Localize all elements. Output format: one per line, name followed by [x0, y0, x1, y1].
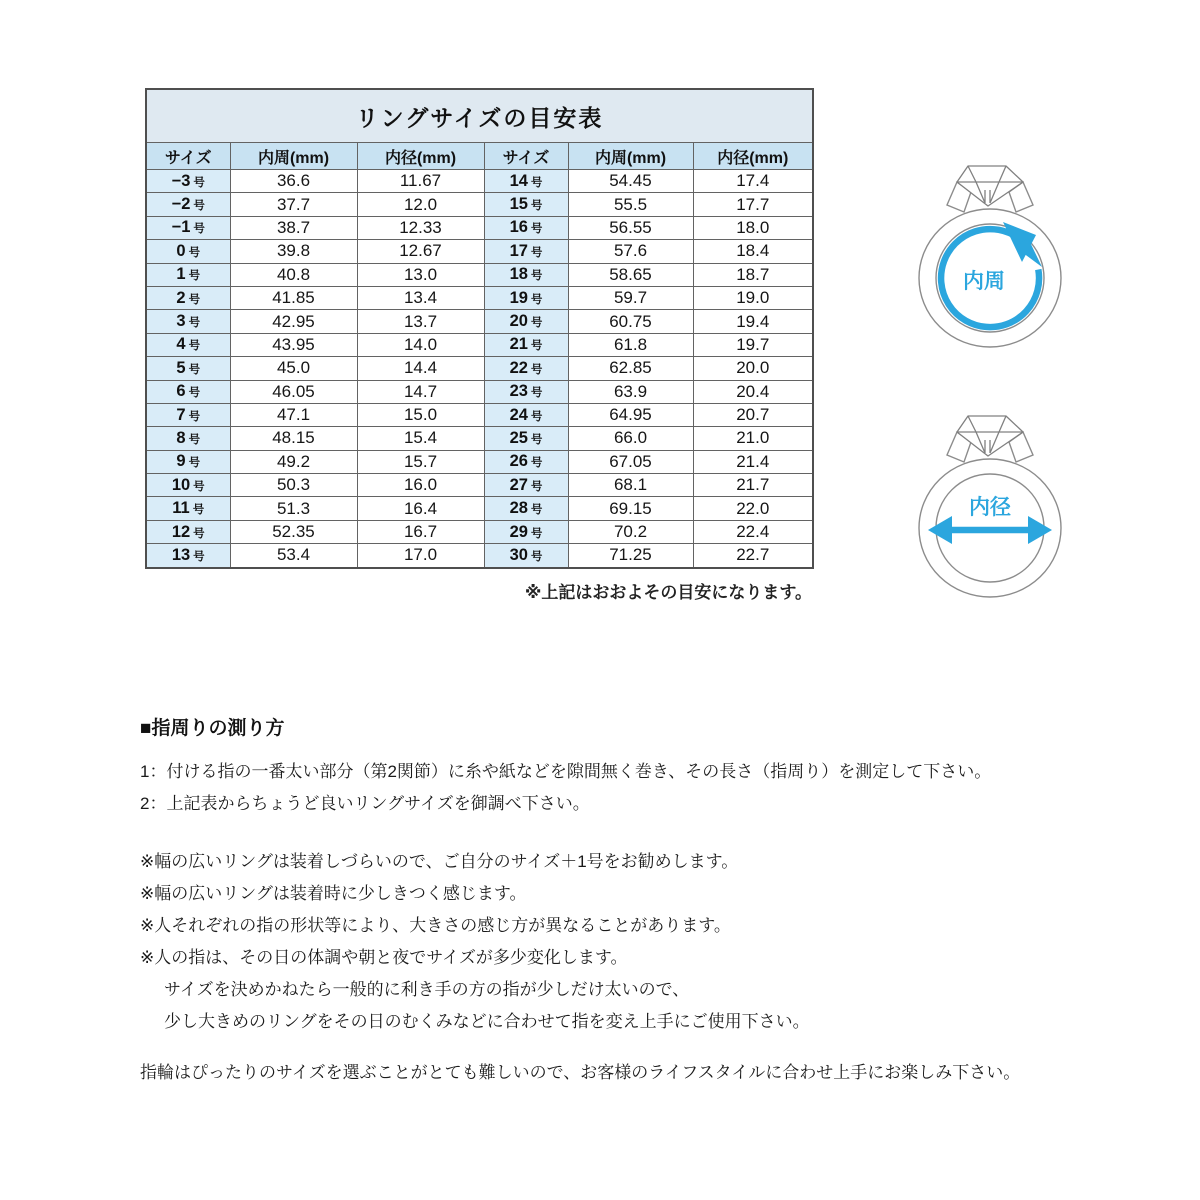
value-cell: 22.0: [693, 497, 813, 520]
instruction-line: ※幅の広いリングは装着時に少しきつく感じます。: [140, 884, 527, 903]
ring-size-table-body: [146, 170, 813, 568]
size-cell: 5 号: [146, 357, 230, 380]
value-cell: 51.3: [230, 497, 357, 520]
table-header-row: [146, 143, 813, 170]
value-cell: 71.25: [568, 544, 693, 568]
value-cell: 43.95: [230, 333, 357, 356]
value-cell: 66.0: [568, 427, 693, 450]
value-cell: 52.35: [230, 520, 357, 543]
value-cell: 11.67: [357, 170, 484, 193]
table-row: [146, 450, 813, 473]
value-cell: 21.4: [693, 450, 813, 473]
size-cell: 25 号: [484, 427, 568, 450]
value-cell: 39.8: [230, 240, 357, 263]
value-cell: 12.33: [357, 216, 484, 239]
value-cell: 20.0: [693, 357, 813, 380]
size-cell: 3 号: [146, 310, 230, 333]
value-cell: 70.2: [568, 520, 693, 543]
inner-diameter-label: 内径: [969, 496, 1011, 519]
size-cell: 4 号: [146, 333, 230, 356]
closing-note: 指輪はぴったりのサイズを選ぶことがとても難しいので、お客様のライフスタイルに合わせ上手にお楽しみ下さい。: [140, 1063, 1021, 1082]
column-header-size: サイズ: [146, 143, 230, 170]
value-cell: 13.7: [357, 310, 484, 333]
instruction-line: ※人の指は、その日の体調や朝と夜でサイズが多少変化します。: [140, 948, 628, 967]
approximate-note: ※上記はおおよその目安になります。: [524, 582, 812, 602]
value-cell: 53.4: [230, 544, 357, 568]
size-cell: 16 号: [484, 216, 568, 239]
ring-size-table-section: [145, 88, 812, 603]
size-cell: 0 号: [146, 240, 230, 263]
table-row: [146, 240, 813, 263]
size-cell: 12 号: [146, 520, 230, 543]
inner-circumference-label: 内周: [963, 270, 1005, 293]
value-cell: 49.2: [230, 450, 357, 473]
size-cell: 2 号: [146, 286, 230, 309]
value-cell: 69.15: [568, 497, 693, 520]
size-cell: 30 号: [484, 544, 568, 568]
value-cell: 47.1: [230, 403, 357, 426]
value-cell: 58.65: [568, 263, 693, 286]
measuring-instructions: [140, 713, 1130, 1038]
size-cell: 27 号: [484, 474, 568, 497]
value-cell: 21.7: [693, 474, 813, 497]
table-row: [146, 474, 813, 497]
size-cell: −3 号: [146, 170, 230, 193]
value-cell: 67.05: [568, 450, 693, 473]
value-cell: 19.0: [693, 286, 813, 309]
size-cell: 15 号: [484, 193, 568, 216]
value-cell: 15.4: [357, 427, 484, 450]
column-header: 内周(mm): [230, 143, 357, 170]
value-cell: 64.95: [568, 403, 693, 426]
value-cell: 14.7: [357, 380, 484, 403]
table-row: [146, 170, 813, 193]
value-cell: 16.0: [357, 474, 484, 497]
column-header: 内径(mm): [693, 143, 813, 170]
inner-circumference-illustration: [900, 148, 1080, 353]
value-cell: 22.7: [693, 544, 813, 568]
size-cell: 10 号: [146, 474, 230, 497]
size-cell: 13 号: [146, 544, 230, 568]
table-row: [146, 263, 813, 286]
value-cell: 56.55: [568, 216, 693, 239]
table-row: [146, 310, 813, 333]
value-cell: 16.4: [357, 497, 484, 520]
value-cell: 13.0: [357, 263, 484, 286]
value-cell: 12.67: [357, 240, 484, 263]
table-row: [146, 357, 813, 380]
value-cell: 59.7: [568, 286, 693, 309]
value-cell: 38.7: [230, 216, 357, 239]
size-cell: −2 号: [146, 193, 230, 216]
value-cell: 20.7: [693, 403, 813, 426]
table-title: リングサイズの目安表: [146, 89, 813, 143]
instruction-line: サイズを決めかねたら一般的に利き手の方の指が少しだけ太いので、: [164, 980, 690, 999]
value-cell: 14.0: [357, 333, 484, 356]
value-cell: 18.0: [693, 216, 813, 239]
value-cell: 60.75: [568, 310, 693, 333]
table-row: [146, 544, 813, 568]
value-cell: 68.1: [568, 474, 693, 497]
table-row: [146, 193, 813, 216]
value-cell: 40.8: [230, 263, 357, 286]
value-cell: 18.4: [693, 240, 813, 263]
size-cell: 26 号: [484, 450, 568, 473]
value-cell: 54.45: [568, 170, 693, 193]
size-cell: 23 号: [484, 380, 568, 403]
size-cell: 11 号: [146, 497, 230, 520]
size-cell: 20 号: [484, 310, 568, 333]
size-cell: 9 号: [146, 450, 230, 473]
table-row: [146, 427, 813, 450]
column-header-size: サイズ: [484, 143, 568, 170]
ring-size-table: [145, 88, 814, 569]
size-cell: 7 号: [146, 403, 230, 426]
size-cell: 1 号: [146, 263, 230, 286]
table-row: [146, 286, 813, 309]
inner-diameter-illustration: [900, 398, 1080, 603]
instruction-line: ※幅の広いリングは装着しづらいので、ご自分のサイズ＋1号をお勧めします。: [140, 852, 739, 871]
table-row: [146, 403, 813, 426]
value-cell: 37.7: [230, 193, 357, 216]
value-cell: 55.5: [568, 193, 693, 216]
measure-steps: [140, 756, 1130, 820]
size-cell: 18 号: [484, 263, 568, 286]
size-cell: 24 号: [484, 403, 568, 426]
size-cell: 8 号: [146, 427, 230, 450]
value-cell: 42.95: [230, 310, 357, 333]
value-cell: 46.05: [230, 380, 357, 403]
column-header: 内周(mm): [568, 143, 693, 170]
size-cell: 21 号: [484, 333, 568, 356]
instruction-line: 少し大きめのリングをその日のむくみなどに合わせて指を変え上手にご使用下さい。: [164, 1012, 810, 1031]
value-cell: 15.0: [357, 403, 484, 426]
size-cell: −1 号: [146, 216, 230, 239]
measuring-heading: ■指周りの測り方: [140, 718, 285, 739]
size-cell: 6 号: [146, 380, 230, 403]
table-row: [146, 497, 813, 520]
value-cell: 62.85: [568, 357, 693, 380]
value-cell: 63.9: [568, 380, 693, 403]
value-cell: 16.7: [357, 520, 484, 543]
value-cell: 14.4: [357, 357, 484, 380]
value-cell: 21.0: [693, 427, 813, 450]
value-cell: 50.3: [230, 474, 357, 497]
size-notes: [140, 846, 1130, 1038]
table-row: [146, 216, 813, 239]
value-cell: 19.4: [693, 310, 813, 333]
value-cell: 36.6: [230, 170, 357, 193]
value-cell: 12.0: [357, 193, 484, 216]
value-cell: 17.4: [693, 170, 813, 193]
instruction-line: 2：上記表からちょうど良いリングサイズを御調べ下さい。: [140, 794, 590, 813]
table-row: [146, 380, 813, 403]
table-row: [146, 333, 813, 356]
instruction-line: 1：付ける指の一番太い部分（第2関節）に糸や紙などを隙間無く巻き、その長さ（指周り）を測定して下さい。: [140, 762, 992, 781]
size-cell: 17 号: [484, 240, 568, 263]
value-cell: 15.7: [357, 450, 484, 473]
size-cell: 29 号: [484, 520, 568, 543]
value-cell: 18.7: [693, 263, 813, 286]
value-cell: 41.85: [230, 286, 357, 309]
instruction-line: ※人それぞれの指の形状等により、大きさの感じ方が異なることがあります。: [140, 916, 731, 935]
value-cell: 22.4: [693, 520, 813, 543]
value-cell: 17.0: [357, 544, 484, 568]
column-header: 内径(mm): [357, 143, 484, 170]
size-cell: 19 号: [484, 286, 568, 309]
value-cell: 57.6: [568, 240, 693, 263]
size-cell: 28 号: [484, 497, 568, 520]
size-cell: 22 号: [484, 357, 568, 380]
value-cell: 48.15: [230, 427, 357, 450]
table-row: [146, 520, 813, 543]
value-cell: 45.0: [230, 357, 357, 380]
value-cell: 20.4: [693, 380, 813, 403]
table-title-row: [146, 89, 813, 143]
value-cell: 61.8: [568, 333, 693, 356]
value-cell: 19.7: [693, 333, 813, 356]
size-cell: 14 号: [484, 170, 568, 193]
value-cell: 13.4: [357, 286, 484, 309]
value-cell: 17.7: [693, 193, 813, 216]
